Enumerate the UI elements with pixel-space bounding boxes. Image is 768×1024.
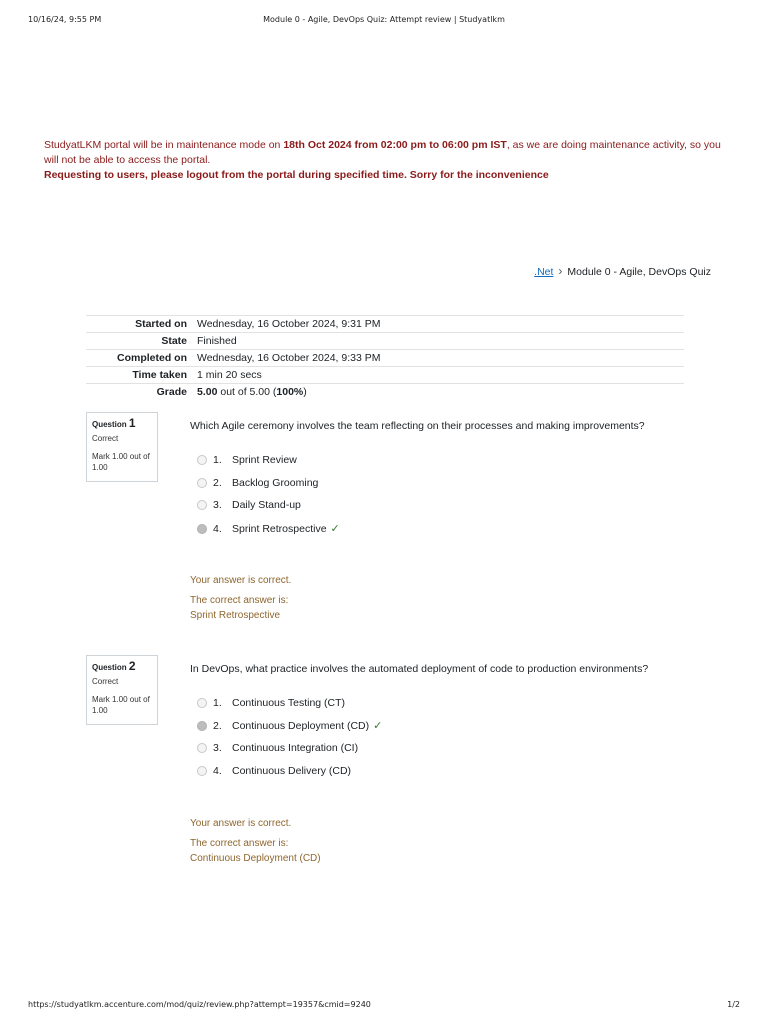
radio-icon[interactable]: [197, 766, 207, 776]
radio-selected-icon[interactable]: [197, 721, 207, 731]
question-number: [92, 418, 152, 430]
state-label: State: [161, 335, 187, 347]
option-number: 1.: [213, 454, 222, 466]
breadcrumb-current: Module 0 - Agile, DevOps Quiz: [567, 266, 711, 278]
question-number-value: 1: [128, 416, 136, 430]
option-text: Continuous Delivery (CD): [232, 765, 352, 777]
q1-correct-answer: Sprint Retrospective: [190, 610, 281, 621]
option-number: 2.: [213, 477, 222, 489]
q1-option-2[interactable]: [197, 477, 318, 489]
time-value: 1 min 20 secs: [197, 369, 262, 381]
option-text: Daily Stand-up: [232, 499, 301, 511]
notice-text-post: , as we are doing maintenance activity, so you will not be able to access the portal.: [44, 139, 721, 166]
state-value: Finished: [197, 335, 237, 347]
q1-option-3[interactable]: [197, 499, 301, 511]
radio-icon[interactable]: [197, 698, 207, 708]
summary-row-state: [86, 333, 684, 350]
option-number: 2.: [213, 719, 222, 732]
question-state: Correct: [92, 434, 119, 443]
option-number: 4.: [213, 765, 222, 777]
chevron-right-icon: ›: [558, 264, 563, 278]
question-mark: Mark 1.00 out of 1.00: [92, 452, 150, 472]
grade-label: Grade: [156, 386, 187, 398]
q1-feedback: Your answer is correct.: [190, 575, 292, 586]
q2-option-2[interactable]: [197, 719, 382, 732]
question-state: Correct: [92, 677, 119, 686]
grade-close: ): [303, 386, 307, 398]
check-icon: ✓: [373, 720, 383, 732]
summary-row-grade: [86, 384, 684, 401]
option-text: Continuous Testing (CT): [232, 697, 346, 709]
option-number: 3.: [213, 499, 222, 511]
radio-icon[interactable]: [197, 455, 207, 465]
time-label: Time taken: [132, 369, 187, 381]
grade-score: 5.00: [197, 386, 218, 398]
q2-option-3[interactable]: [197, 742, 358, 754]
radio-selected-icon[interactable]: [197, 524, 207, 534]
notice-line-2: [44, 168, 734, 183]
question-label: Question: [92, 663, 129, 672]
completed-label: Completed on: [117, 352, 187, 364]
attempt-summary-table: [86, 315, 684, 400]
q2-option-4[interactable]: [197, 765, 351, 777]
question-info-1: [86, 412, 158, 482]
completed-value: Wednesday, 16 October 2024, 9:33 PM: [197, 352, 381, 364]
option-text: Backlog Grooming: [232, 477, 319, 489]
option-text: Sprint Review: [232, 454, 297, 466]
question-info-2: [86, 655, 158, 725]
grade-percent: 100%: [276, 386, 304, 398]
question-number-value: 2: [128, 659, 136, 673]
notice-text-bold: 18th Oct 2024 from 02:00 pm to 06:00 pm IST: [283, 139, 507, 151]
q2-correct-answer: Continuous Deployment (CD): [190, 853, 321, 864]
radio-icon[interactable]: [197, 478, 207, 488]
summary-row-completed: [86, 350, 684, 367]
started-label: Started on: [135, 318, 187, 330]
radio-icon[interactable]: [197, 743, 207, 753]
q2-feedback: Your answer is correct.: [190, 818, 292, 829]
check-icon: ✓: [330, 523, 340, 535]
grade-value: [197, 384, 684, 401]
print-datetime: 10/16/24, 9:55 PM: [28, 15, 102, 24]
maintenance-notice: [44, 138, 734, 183]
q1-correct-label: The correct answer is:: [190, 595, 289, 606]
question-text-1: Which Agile ceremony involves the team reflecting on their processes and making improvements?: [190, 420, 645, 432]
notice-line-1: [44, 138, 734, 168]
question-text-2: In DevOps, what practice involves the automated deployment of code to production environments?: [190, 663, 649, 675]
started-value: Wednesday, 16 October 2024, 9:31 PM: [197, 318, 381, 330]
print-footer: [28, 1000, 740, 1009]
option-number: 1.: [213, 697, 222, 709]
option-text: Sprint Retrospective: [232, 522, 327, 535]
option-number: 3.: [213, 742, 222, 754]
option-number: 4.: [213, 522, 222, 535]
summary-row-time: [86, 367, 684, 384]
print-url: https://studyatlkm.accenture.com/mod/quiz/review.php?attempt=19357&cmid=9240: [28, 1000, 371, 1009]
question-label: Question: [92, 420, 129, 429]
question-number: [92, 661, 152, 673]
print-header: [28, 15, 740, 24]
question-mark: Mark 1.00 out of 1.00: [92, 695, 150, 715]
q1-option-4[interactable]: [197, 522, 340, 535]
summary-row-started: [86, 316, 684, 333]
breadcrumb: [534, 264, 711, 278]
option-text: Continuous Integration (CI): [232, 742, 359, 754]
print-page-number: 1/2: [727, 1000, 740, 1009]
radio-icon[interactable]: [197, 500, 207, 510]
notice-text-pre: StudyatLKM portal will be in maintenance mode on: [44, 139, 284, 151]
grade-out-of: out of 5.00 (: [217, 386, 277, 398]
q2-correct-label: The correct answer is:: [190, 838, 289, 849]
q2-option-1[interactable]: [197, 697, 345, 709]
print-page-title: Module 0 - Agile, DevOps Quiz: Attempt review | Studyatlkm: [263, 15, 505, 24]
q1-option-1[interactable]: [197, 454, 297, 466]
breadcrumb-link-net[interactable]: .Net: [534, 266, 554, 278]
notice-logout-request: Requesting to users, please logout from the portal during specified time. Sorry for the inconvenience: [44, 169, 549, 181]
option-text: Continuous Deployment (CD): [232, 719, 370, 732]
